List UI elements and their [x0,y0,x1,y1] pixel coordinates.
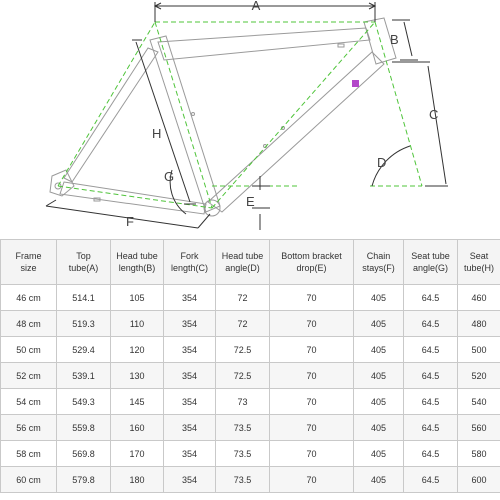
table-row [1,467,500,493]
dimension-label-c: C [429,107,439,122]
table-row [1,285,500,311]
cell-head-tube-length: 110 [111,311,164,337]
cell-head-tube-angle: 72 [216,311,270,337]
cell-seat-tube-angle: 64.5 [404,389,458,415]
cell-frame-size: 56 cm [1,415,57,441]
cell-seat-tube-angle: 64.5 [404,363,458,389]
header-frame-size: Frame size [1,240,57,285]
cell-chain-stays: 405 [354,311,404,337]
header-head-tube-angle: Head tube angle(D) [216,240,270,285]
cell-frame-size: 54 cm [1,389,57,415]
cell-frame-size: 60 cm [1,467,57,493]
table-body [1,285,500,493]
cell-seat-tube-angle: 64.5 [404,467,458,493]
cell-fork-length: 354 [164,389,216,415]
cell-fork-length: 354 [164,441,216,467]
table-header-row [1,240,500,285]
cell-top-tube: 539.1 [57,363,111,389]
cell-frame-size: 46 cm [1,285,57,311]
cell-chain-stays: 405 [354,441,404,467]
table-row [1,337,500,363]
table-row [1,441,500,467]
cell-seat-tube: 480 [458,311,500,337]
cell-fork-length: 354 [164,311,216,337]
cable-guide-marker [352,80,359,87]
cell-seat-tube-angle: 64.5 [404,311,458,337]
cell-seat-tube-angle: 64.5 [404,337,458,363]
cell-chain-stays: 405 [354,337,404,363]
cell-fork-length: 354 [164,285,216,311]
geometry-guides [58,22,422,208]
cell-seat-tube-angle: 64.5 [404,441,458,467]
cell-bottom-bracket-drop: 70 [270,415,354,441]
cell-head-tube-angle: 73.5 [216,441,270,467]
cell-head-tube-length: 170 [111,441,164,467]
cell-seat-tube-angle: 64.5 [404,415,458,441]
cell-bottom-bracket-drop: 70 [270,441,354,467]
cell-chain-stays: 405 [354,467,404,493]
dimension-label-h: H [152,126,162,141]
cell-frame-size: 50 cm [1,337,57,363]
cell-bottom-bracket-drop: 70 [270,389,354,415]
cell-chain-stays: 405 [354,285,404,311]
table-row [1,415,500,441]
frame-geometry-table [0,239,500,493]
cell-top-tube: 569.8 [57,441,111,467]
cell-head-tube-length: 145 [111,389,164,415]
dimension-label-b: B [390,32,399,47]
cell-seat-tube: 540 [458,389,500,415]
cell-top-tube: 579.8 [57,467,111,493]
cell-top-tube: 529.4 [57,337,111,363]
table-row [1,363,500,389]
cell-frame-size: 52 cm [1,363,57,389]
cell-bottom-bracket-drop: 70 [270,467,354,493]
dimension-label-g: G [164,169,175,184]
table-row [1,389,500,415]
header-seat-tube: Seat tube(H) [458,240,500,285]
cell-seat-tube: 560 [458,415,500,441]
cell-frame-size: 48 cm [1,311,57,337]
cell-frame-size: 58 cm [1,441,57,467]
cell-head-tube-angle: 73.5 [216,467,270,493]
cell-seat-tube: 600 [458,467,500,493]
cell-bottom-bracket-drop: 70 [270,285,354,311]
cell-bottom-bracket-drop: 70 [270,311,354,337]
cell-head-tube-angle: 72.5 [216,363,270,389]
cell-bottom-bracket-drop: 70 [270,363,354,389]
cell-head-tube-length: 130 [111,363,164,389]
cell-fork-length: 354 [164,467,216,493]
dimension-label-e: E [246,194,255,209]
header-head-tube-length: Head tube length(B) [111,240,164,285]
cell-head-tube-length: 160 [111,415,164,441]
cell-fork-length: 354 [164,415,216,441]
cell-fork-length: 354 [164,363,216,389]
cell-head-tube-angle: 73 [216,389,270,415]
cell-chain-stays: 405 [354,389,404,415]
cell-head-tube-angle: 72.5 [216,337,270,363]
cell-head-tube-angle: 72 [216,285,270,311]
header-seat-tube-angle: Seat tube angle(G) [404,240,458,285]
cell-chain-stays: 405 [354,363,404,389]
header-bottom-bracket-drop: Bottom bracket drop(E) [270,240,354,285]
cell-seat-tube: 520 [458,363,500,389]
dimension-label-d: D [377,155,387,170]
cell-head-tube-length: 105 [111,285,164,311]
header-top-tube: Top tube(A) [57,240,111,285]
cell-seat-tube: 500 [458,337,500,363]
cell-seat-tube-angle: 64.5 [404,285,458,311]
cell-seat-tube: 580 [458,441,500,467]
cell-top-tube: 519.3 [57,311,111,337]
cell-top-tube: 549.3 [57,389,111,415]
cell-head-tube-length: 120 [111,337,164,363]
cell-seat-tube: 460 [458,285,500,311]
cell-head-tube-angle: 73.5 [216,415,270,441]
dimension-label-f: F [126,214,134,229]
cell-head-tube-length: 180 [111,467,164,493]
header-fork-length: Fork length(C) [164,240,216,285]
cell-bottom-bracket-drop: 70 [270,337,354,363]
frame-geometry-diagram [0,0,500,238]
table-row [1,311,500,337]
dimension-label-a: A [251,0,261,13]
header-chain-stays: Chain stays(F) [354,240,404,285]
cell-top-tube: 514.1 [57,285,111,311]
cell-fork-length: 354 [164,337,216,363]
cell-top-tube: 559.8 [57,415,111,441]
cell-chain-stays: 405 [354,415,404,441]
